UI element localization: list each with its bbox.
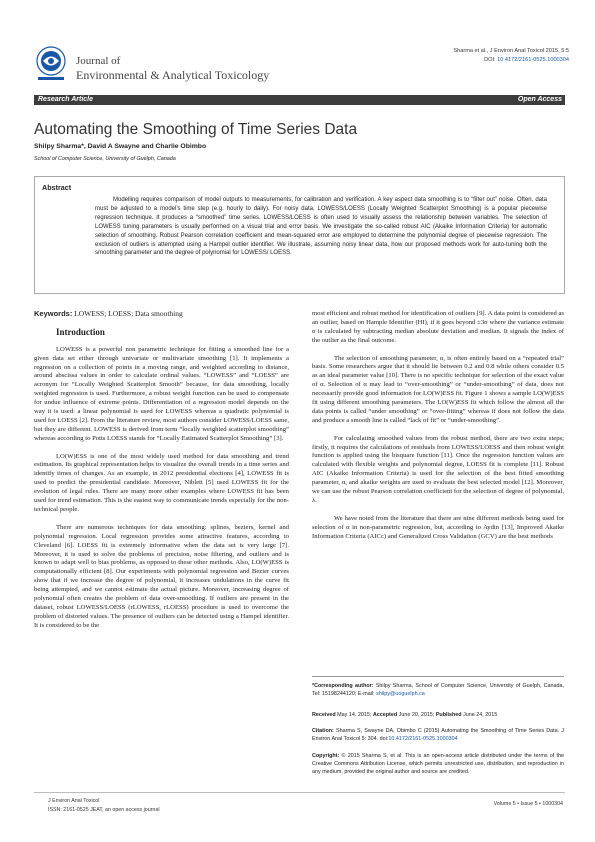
abstract-heading: Abstract bbox=[42, 183, 72, 192]
doi-line bbox=[453, 56, 569, 65]
paragraph: For calculating smoothed values from the robust method, there are two extra steps; firstly, it requires the calculations of residuals from LOWESS/LOESS and then robust weight function is applied using the bisquare function [11]. Once the regression function values are calculated with flexible weights and polynomial degree, LOESS fit is complete [11]. Robust AIC (Akaike Information Criteria) is used for the selection of the best fitted smoothing parameter, α, and akaike weights are used to evaluate the best selected model [12]. Moreover, we can use the robust Pearson correlation coefficient for the selection of degree of polynomial, λ. bbox=[312, 434, 564, 504]
received-date: May 14, 2015; bbox=[335, 712, 373, 718]
received-label: Received bbox=[312, 712, 336, 718]
footer-volume-info: Volume 5 • Issue 5 • 1000304 bbox=[493, 801, 563, 807]
email-link[interactable]: shilpy@uoguelph.ca bbox=[376, 691, 425, 698]
paragraph: LOWESS is a powerful non parametric technique for fitting a smoothed line for a given data set either through univariate or multivariate smoothing [1]. It implements a regression on a collection of points in a moving range, and weighted according to distance, around abscissa values in order to calculate ordinal values. “LOWESS” and “LOESS” are acronym for “Locally Weighted Scatterplot Smooth” because, for data smoothing, locally weighted regression is used. Furthermore, a robust weight function can be used to compensate for undue influence of extreme points. Differentiation of a regression model depends on the way it is used: a linear polynomial is used for LOWESS whereas a quadratic polynomial is used for LOESS [2]. From the literature review, most authors consider LOWESS/LOESS same, but they are different. LOWESS is derived from term “locally weighted scatterplot smoothing” whereas according to Potts LOESS stands for “Locally Estimated Scatterplot Smoothing” [3]. bbox=[34, 345, 289, 442]
article-title: Automating the Smoothing of Time Series Data bbox=[34, 121, 358, 138]
journal-name-line1: Journal of bbox=[76, 55, 121, 67]
keywords-label: Keywords: bbox=[34, 309, 73, 318]
paragraph: There are numerous techniques for data smoothing: splines, beziers, kernel and polynomial regression. Local regression provides some attractive features, according to Cleveland [6]. LOESS fit is extremely informative when the data set is very large [7]. Moreover, it is used to solve the problems of precision, noise filtering, and outliers and is known to adapt well to bias problems, as opposed to these other methods. Also, LO(W)ESS is computationally efficient [8]. Our experiments with polynomial regression and Bezier curves show that if we increase the degree of polynomial, it increases undulations in the curve fit being attempted, and we cannot estimate the actual picture. Moreover, increasing degree of polynomial often creates the problem of data over-smoothing. If outliers are present in the dataset, robust LOWESS/LOESS (rLOWESS, rLOESS) procedure is used to overcome the problem of distorted values. The presence of outliers can be detected using a Hampel identifier. It is considered to be the bbox=[34, 523, 289, 629]
journal-logo-icon bbox=[34, 44, 68, 82]
copyright-label: Copyright: bbox=[312, 753, 340, 759]
paragraph: most efficient and robust method for identification of outliers [9]. A data point is considered as an outlier, based on Hample Identifier (HI), if it goes beyond ±3σ where the variance estimate σ is calculated by subtracting median absolute deviation and median. It signals the index of the outlier as the final outcome. bbox=[312, 310, 564, 344]
accepted-label: Accepted bbox=[372, 712, 398, 718]
open-access-label: Open Access bbox=[517, 96, 562, 103]
paragraph: LO(W)ESS is one of the most widely used method for data smoothing and trend estimation. Its graphical representation helps to visualize the overall trends in a time series and identify times of changes. As an example, in 2012 presidential elections [4], LOWESS fit is used to predict the presidential candidate. Moreover, Niblett [5] used LOWESS fit for the evolution of legal rules. There are many more other examples where LOWESS fit has been used for trend estimation. This is the easiest way to communicate trends especially for the non-technical people. bbox=[34, 452, 289, 513]
corr-text: Shilpy Sharma, School of Computer Science, University of Guelph, Canada, Tel: 15198244120; E-mail: bbox=[312, 683, 564, 698]
section-heading-introduction: Introduction bbox=[56, 326, 105, 337]
citation-label: Citation: bbox=[312, 728, 334, 734]
footer-journal-info bbox=[48, 797, 160, 814]
citation-doi-link[interactable]: 10.4172/2161-0525.1000304 bbox=[388, 736, 458, 743]
corr-label: *Corresponding author: bbox=[312, 683, 374, 689]
footer-issn: ISSN: 2161-0525 JEAT, an open access journal bbox=[48, 806, 160, 813]
copyright-text: © 2015 Sharma S, et al. This is an open-access article distributed under the terms of the Creative Commons Attribution License, which permits unrestricted use, distribution, and reproduction in any medium, provided the original author and source are credited. bbox=[312, 753, 564, 776]
article-type-band bbox=[34, 95, 565, 105]
footer-journal: J Environ Anal Toxicol bbox=[48, 798, 100, 804]
published-date: June 24, 2015 bbox=[461, 712, 498, 718]
dates-note bbox=[312, 711, 564, 719]
right-column bbox=[312, 310, 564, 550]
published-label: Published bbox=[435, 712, 462, 718]
citation-text: Sharma S, Swayne DA, Obimbo C (2015) Automating the Smoothing of Time Series Data. J Environ Anal Toxicol 5: 304. doi: bbox=[312, 728, 564, 743]
header-citation bbox=[453, 47, 569, 65]
article-authors: Shilpy Sharma*, David A Swayne and Charlie Obimbo bbox=[34, 143, 207, 150]
keywords-text: LOWESS; LOESS; Data smoothing bbox=[72, 309, 183, 318]
article-affiliation: School of Computer Science, University of Guelph, Canada bbox=[34, 156, 176, 162]
journal-name-line2: Environmental & Analytical Toxicology bbox=[76, 68, 270, 82]
left-column bbox=[34, 310, 289, 640]
copyright-note bbox=[312, 752, 564, 777]
paragraph: The selection of smoothing parameter, α, is often entirely based on a “repeated trial” basis. Some researchers argue that it should lie between 0.2 and 0.8 while others consider 0.5 as an ideal parameter value [10]. There is no specific technique for selection of the exact value of α. Selection of α may lead to “over-smoothing” or “under-smoothing” of data, does not necessarily provide good information for LO(W)ESS fit. Figure 1 shows a sample LO(W)ESS fit using different smoothing parameters. The LO(W)ESS fit which follow the almost all the data points is called “under smoothing” or “over-fitting” whereas if does not follow the data and produce a smooth line is called “lack of fit” or “under-smoothing”. bbox=[312, 354, 564, 424]
footer-divider bbox=[34, 792, 565, 793]
abstract-text: Modelling requires comparison of model outputs to measurements, for calibration and verification. A key aspect data smoothing is to “filter out” noise. Often, data must be adjusted to a model’s time step (e.g. hourly to daily). For noisy data, LOWESS/LOESS (Locally Weighted Scatterplot Smoothing) is a popular piecewise regression technique. It produces a “smoothed” time series. LOWESS/LOESS is often used to visually assess the relationship between variables. The selection of LOWESS tuning parameters is usually performed on a visual trial and error basis. We investigate the so-called robust AIC (Akaike Information Criteria) for automatic selection of smoothing. Robust Pearson correlation coefficient and mean-squared error are employed to determine the polynomial degree of piecewise regression. The exclusion of outliers is attempted using a Hampel outlier identifier. We illustrate, assuming noisy linear data, how our proposed methods work for auto-tuning both the smoothing parameter and the degree of polynomial for LOWESS/ LOESS. bbox=[95, 197, 547, 257]
citation-note bbox=[312, 727, 564, 743]
corresponding-author-note bbox=[312, 682, 564, 698]
paragraph: We have noted from the literature that there are nine different methods being used for selection of α in non-parametric regression, but, according to Aydin [13], Improved Akaike Information Criteria (AICc) and Generalized Cross Validation (GCV) are the best methods bbox=[312, 514, 564, 540]
accepted-date: June 20, 2015; bbox=[397, 712, 436, 718]
footnote-divider bbox=[312, 676, 564, 677]
keywords bbox=[34, 310, 289, 319]
citation-line: Sharma et al., J Environ Anal Toxicol 2015, 5:5 bbox=[453, 48, 569, 54]
doi-label: DOI: bbox=[484, 57, 498, 63]
doi-link[interactable]: 10.4172/2161-0525.1000304 bbox=[497, 57, 569, 63]
article-type-label: Research Article bbox=[38, 96, 93, 103]
